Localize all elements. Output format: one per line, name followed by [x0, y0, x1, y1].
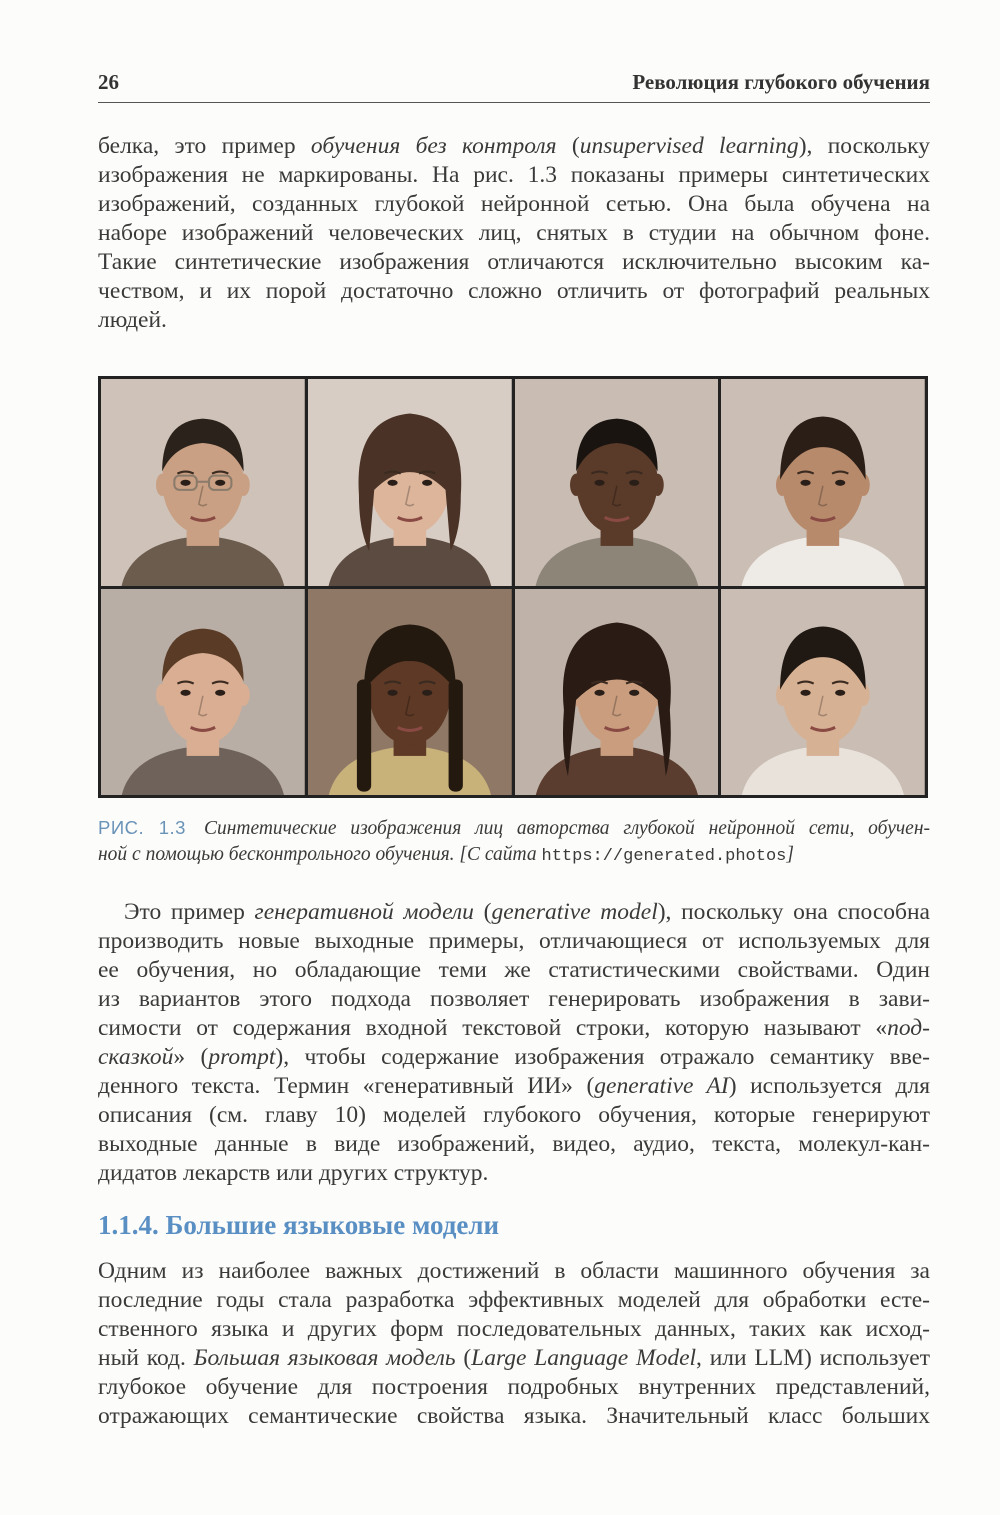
portrait-illustration	[308, 379, 512, 586]
running-title: Революция глубокого обучения	[632, 70, 930, 94]
portrait-illustration	[308, 589, 512, 796]
italic-term: generative AI	[594, 1073, 729, 1099]
figure-caption	[98, 815, 930, 870]
para3-line: отражающих семантические свойства языка. Значительный класс больших	[98, 1403, 930, 1429]
page-number: 26	[98, 70, 119, 94]
caption-url: https://generated.photos	[541, 847, 787, 866]
para2-line: выходные данные в виде изображений, видео, аудио, текста, молекул-кан-	[98, 1131, 930, 1157]
para1-line: Такие синтетические изображения отличаются исключительно высоким ка-	[98, 249, 930, 275]
italic-term: unsupervised learning	[579, 133, 799, 159]
italic-term: Large Language Model	[471, 1345, 697, 1371]
para1-line: чеством, и их порой достаточно сложно отличить от фотографий реальных	[98, 278, 930, 304]
paragraph-1	[98, 132, 930, 335]
portrait-1	[101, 379, 305, 586]
italic-term: generative model	[491, 899, 658, 925]
para2-line: производить новые выходные примеры, отличающиеся от используемых для	[98, 928, 930, 954]
portrait-5	[101, 589, 305, 796]
italic-term: генеративной модели	[254, 899, 474, 925]
caption-text-1: Синтетические изображения лиц авторства глубокой нейронной сети, обучен-	[203, 818, 930, 839]
para3-line: глубокое обучение для построения подробных внутренних представлений,	[98, 1374, 930, 1400]
caption-text-2: ной с помощью бесконтрольного обучения. [С сайта	[98, 844, 542, 865]
portrait-illustration	[101, 379, 305, 586]
portrait-7	[515, 589, 719, 796]
caption-text-2-end: ]	[786, 844, 794, 865]
portrait-2	[308, 379, 512, 586]
figure-1-3-face-grid	[98, 376, 928, 798]
portrait-3	[515, 379, 719, 586]
portrait-illustration	[515, 589, 719, 796]
portrait-illustration	[101, 589, 305, 796]
paragraph-3	[98, 1257, 930, 1431]
para2-line: сказкой» (prompt), чтобы содержание изображения отражало семантику вве-	[98, 1044, 930, 1070]
para3-line: Одним из наиболее важных достижений в области машинного обучения за	[98, 1258, 930, 1284]
portrait-4	[721, 379, 925, 586]
italic-term: обучения без контроля	[310, 133, 557, 159]
para1-line: белка, это пример обучения без контроля (unsupervised learning), поскольку	[98, 133, 930, 159]
para2-line: денного текста. Термин «генеративный ИИ» (generative AI) используется для	[98, 1073, 930, 1099]
portrait-illustration	[721, 589, 925, 796]
para3-line: ственного языка и других форм последовательных данных, таких как исход-	[98, 1316, 930, 1342]
portrait-8	[721, 589, 925, 796]
paragraph-2	[98, 898, 930, 1188]
para3-line: ный код. Большая языковая модель (Large Language Model, или LLM) использует	[98, 1345, 930, 1371]
section-heading: 1.1.4. Большие языковые модели	[98, 1210, 500, 1240]
para2-line: описания (см. главу 10) моделей глубокого обучения, которые генерируют	[98, 1102, 930, 1128]
para2-line: дидатов лекарств или других структур.	[98, 1160, 489, 1186]
para3-line: последние годы стала разработка эффективных моделей для обработки есте-	[98, 1287, 930, 1313]
italic-term: под-	[887, 1015, 930, 1041]
para2-line: Это пример генеративной модели (generative model), поскольку она способна	[124, 899, 930, 925]
italic-term: Большая языковая модель	[193, 1345, 456, 1371]
para1-line: изображений, созданных глубокой нейронной сетью. Она была обучена на	[98, 191, 930, 217]
running-header	[98, 66, 930, 103]
portrait-illustration	[721, 379, 925, 586]
para1-line: изображения не маркированы. На рис. 1.3 показаны примеры синтетических	[98, 162, 930, 188]
italic-term: prompt	[208, 1044, 276, 1070]
para2-line: симости от содержания входной текстовой строки, которую называют «под-	[98, 1015, 930, 1041]
caption-line-2	[98, 842, 930, 870]
para1-line: наборе изображений человеческих лиц, снятых в студии на обычном фоне.	[98, 220, 930, 246]
figure-label: РИС. 1.3	[98, 817, 186, 838]
para2-line: из вариантов этого подхода позволяет генерировать изображения в зави-	[98, 986, 930, 1012]
para1-line: людей.	[98, 307, 167, 333]
caption-line-1	[98, 815, 930, 842]
para2-line: ее обучения, но обладающие теми же статистическими свойствами. Один	[98, 957, 930, 983]
italic-term: сказкой	[98, 1044, 174, 1070]
portrait-illustration	[515, 379, 719, 586]
portrait-6	[308, 589, 512, 796]
